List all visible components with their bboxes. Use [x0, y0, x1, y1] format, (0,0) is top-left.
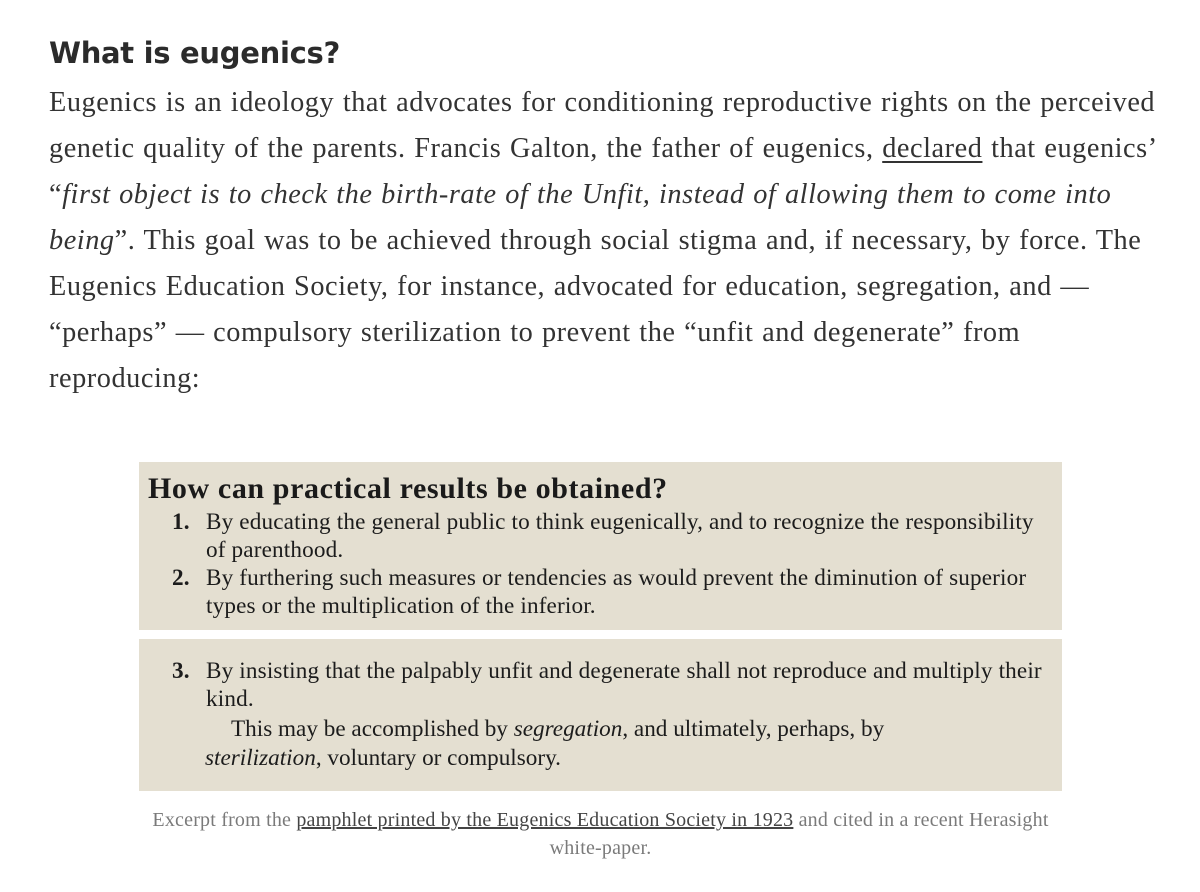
subtext-part-2: , and ultimately, perhaps, by [622, 716, 885, 742]
paragraph-text-2: that eugenics’ “ [49, 133, 1156, 210]
pamphlet-list [139, 508, 1062, 620]
paragraph-text-3: ”. This goal was to be achieved through social stigma and, if necessary, by force. The Eugenics Education Society, for instance, advocated for education, segregation, and — “perhaps” — compulsory sterilization to prevent the “unfit and degenerate” from reproducing: [49, 225, 1142, 394]
list-text: By insisting that the palpably unfit and degenerate shall not reproduce and multiply their kind. [206, 658, 1042, 712]
pamphlet-title: How can practical results be obtained? [148, 472, 668, 505]
subtext-sterilization: sterilization [205, 745, 316, 771]
pamphlet-list-continued [139, 657, 1062, 713]
subtext-continuation [205, 744, 1050, 773]
figure-caption [139, 806, 1062, 862]
paragraph-text-1: Eugenics is an ideology that advocates for conditioning reproductive rights on the perceived genetic quality of the parents. Francis Galton, the father of eugenics, [49, 87, 1156, 164]
pamphlet-subtext [139, 715, 1062, 773]
subtext-segregation: segregation [513, 716, 623, 742]
list-text: By furthering such measures or tendencies as would prevent the diminution of superior types or the multiplication of the inferior. [206, 565, 1027, 619]
subtext-part-3: , voluntary or compulsory. [315, 745, 561, 771]
list-number: 1. [172, 509, 190, 535]
section-heading: What is eugenics? [49, 36, 340, 70]
list-item [139, 508, 1062, 564]
list-number: 3. [172, 658, 190, 684]
caption-suffix: and cited in a recent Herasight white-paper. [549, 809, 1049, 859]
pamphlet-link[interactable]: pamphlet printed by the Eugenics Education Society in 1923 [296, 809, 794, 831]
declared-link[interactable]: declared [882, 133, 983, 164]
pamphlet-scan-bottom [139, 639, 1062, 791]
intro-paragraph [49, 80, 1159, 402]
galton-quote: first object is to check the birth-rate of the Unfit, instead of allowing them to come into being [49, 179, 1112, 256]
subtext-part-1: This may be accomplished by [231, 716, 514, 742]
article [49, 30, 1159, 402]
list-number: 2. [172, 565, 190, 591]
caption-prefix: Excerpt from the [152, 809, 297, 831]
pamphlet-figure [139, 462, 1062, 862]
pamphlet-scan-top [139, 462, 1062, 630]
list-text: By educating the general public to think eugenically, and to recognize the responsibility of parenthood. [206, 509, 1034, 563]
list-item [139, 564, 1062, 620]
list-item [139, 657, 1062, 713]
